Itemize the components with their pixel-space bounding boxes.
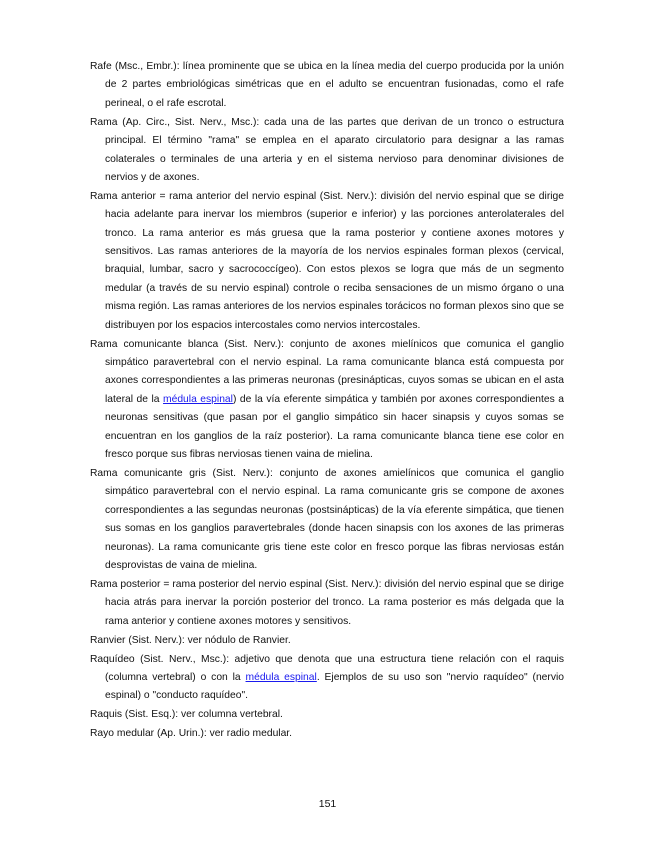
entry-term: Rama comunicante blanca (Sist. Nerv.): <box>90 338 284 350</box>
entry-definition: cada una de las partes que derivan de un tronco o estructura principal. El término "rama" se emplea en el aparato circulatorio para designar a las ramas colaterales o terminales de una arteria y en el sistema nervioso para denominar divisiones de nervios y de axones. <box>105 116 564 183</box>
entry-definition-part: . Ejemplos de su uso son "nervio raquídeo" (nervio espinal) o "conducto raquídeo". <box>105 671 564 702</box>
entry-term: Rama posterior = rama posterior del nervio espinal (Sist. Nerv.): <box>90 578 382 590</box>
entry-definition: división del nervio espinal que se dirige hacia adelante para inervar los miembros (superior e inferior) y las porciones anterolaterales del tronco. La rama anterior es más gruesa que la rama posterior y contiene axones motores y sensitivos. Las ramas anteriores de la mayoría de los nervios espinales forman plexos (cervical, braquial, lumbar, sacro y sacrococcígeo). Con estos plexos se logra que más de un segmento medular (a través de su nervio espinal) controle o reciba sensaciones de un mismo órgano o una misma región. Las ramas anteriores de los nervios espinales torácicos no forman plexos sino que se distribuyen por los espacios intercostales como nervios intercostales. <box>105 190 564 331</box>
glossary-entry-rafe <box>90 58 564 113</box>
entry-definition: conjunto de axones amielínicos que comunica el ganglio simpático paravertebral con el nervio espinal. La rama comunicante gris se compone de axones correspondientes a las segundas neuronas (postsinápticas) de la vía eferente simpática, que tienen sus somas en los ganglios paravertebrales (donde hacen sinapsis con los axones de las primeras neuronas). La rama comunicante gris tiene este color en fresco porque las fibras nerviosas están desprovistas de vaina de mielina. <box>105 467 564 571</box>
medula-espinal-link[interactable]: médula espinal <box>245 671 317 683</box>
glossary-entry-rama-comunicante-blanca <box>90 336 564 465</box>
entry-term: Raquídeo (Sist. Nerv., Msc.): <box>90 653 230 665</box>
entry-definition-part: adjetivo que denota que una estructura tiene relación con el raquis (columna vertebral) o con la <box>105 653 564 683</box>
glossary-entry-rama-comunicante-gris <box>90 465 564 575</box>
entry-definition-part: conjunto de axones mielínicos que comunica el ganglio simpático paravertebral con el nervio espinal. La rama comunicante blanca está compuesta por axones correspondientes a las primeras neuronas (presinápticas, cuyos somas se ubican en el asta lateral de la <box>105 338 564 405</box>
glossary-entry-raquideo <box>90 651 564 706</box>
glossary-entry-ranvier <box>90 632 564 650</box>
entry-definition: división del nervio espinal que se dirige hacia atrás para inervar la porción posterior del tronco. La rama posterior es más delgada que la rama anterior y contiene axones motores y sensitivos. <box>105 578 564 627</box>
entry-definition: ver nódulo de Ranvier. <box>184 634 291 646</box>
entry-term: Rama anterior = rama anterior del nervio espinal (Sist. Nerv.): <box>90 190 377 202</box>
entry-definition: ver columna vertebral. <box>178 709 283 721</box>
glossary-entry-raquis <box>90 706 564 724</box>
entry-term: Raquis (Sist. Esq.): <box>90 709 179 721</box>
entry-term: Rama comunicante gris (Sist. Nerv.): <box>90 467 273 479</box>
entry-definition: ver radio medular. <box>206 728 293 740</box>
entry-definition: línea prominente que se ubica en la línea media del cuerpo producida por la unión de 2 partes embriológicas simétricas que en el adulto se encuentran fusionadas, como el rafe perineal, o el rafe escrotal. <box>105 61 564 109</box>
entry-term: Rama (Ap. Circ., Sist. Nerv., Msc.): <box>90 116 260 128</box>
entry-term: Rafe (Msc., Embr.): <box>90 61 180 72</box>
page-number: 151 <box>318 798 337 810</box>
glossary-entry-rama-anterior <box>90 188 564 335</box>
entry-term: Ranvier (Sist. Nerv.): <box>90 634 185 646</box>
entry-definition-part: ) de la vía eferente simpática y también por axones correspondientes a neuronas sensitivas (que pasan por el ganglio simpático sin hacer sinapsis y cuyos somas se encuentran en los ganglios de la raíz posterior). La rama comunicante blanca tiene ese color en fresco porque sus fibras nerviosas tienen vaina de mielina. <box>105 393 564 461</box>
glossary-content <box>90 58 564 744</box>
glossary-entry-rayo-medular <box>90 725 564 743</box>
entry-term: Rayo medular (Ap. Urin.): <box>90 728 207 740</box>
glossary-entry-rama-posterior <box>90 576 564 631</box>
medula-espinal-link[interactable]: médula espinal <box>163 393 233 405</box>
glossary-entry-rama <box>90 114 564 188</box>
